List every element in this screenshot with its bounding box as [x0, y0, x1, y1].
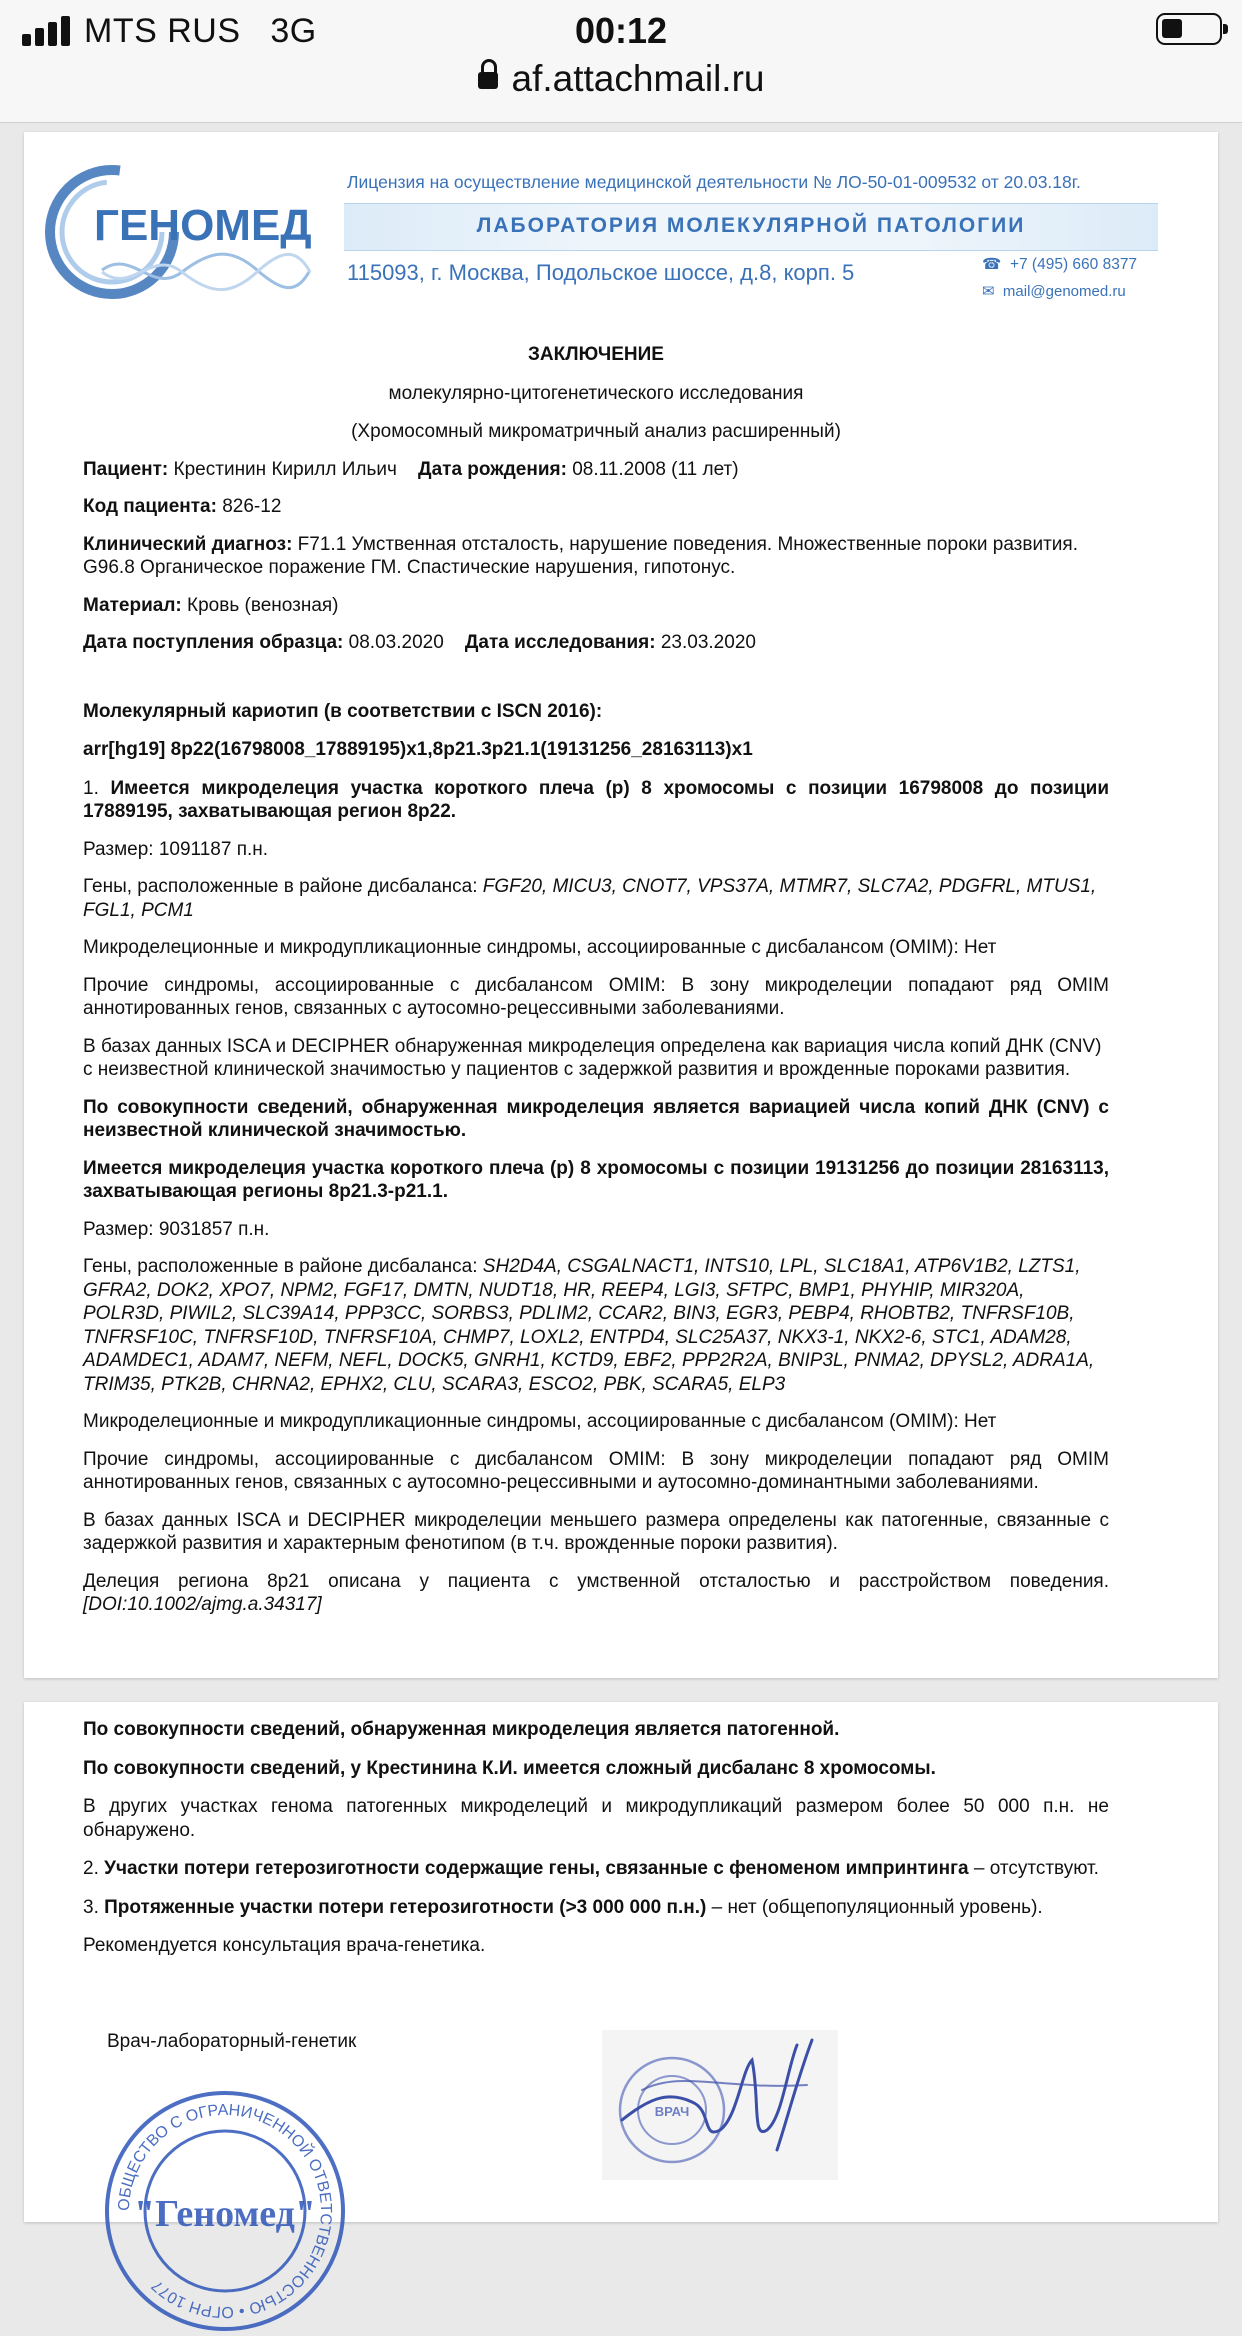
finding-2-gene-list: SH2D4A, CSGALNACT1, INTS10, LPL, SLC18A1, ATP6V1B2, LZTS1, GFRA2, DOK2, XPO7, NPM2, FGF17, DMTN, NUDT18, HR, REEP4, LGI3, SFTPC, BMP1, PHYHIP, MIR320A, POLR3D, PIWIL2, SLC39A14, PPP3CC, SORBS3, PDLIM2, CCAR2, BIN3, EGR3, PEBP4, RHOBTB2, TNFRSF10B, TNFRSF10C, TNFRSF10D, TNFRSF10A, CHMP7, LOXL2, ENTPD4, SLC25A37, NKX3-1, NKX2-6, STC1, ADAM28, ADAMDEC1, ADAM7, NEFM, NEFL, DOCK5, GNRH1, KCTD9, EBF2, PPP2R2A, BNIP3L, PNMA2, DPYSL2, ADRA1A, TRIM35, PTK2B, CHRNA2, EPHX2, CLU, SCARA3, ESCO2, PBK, SCARA5, ELP3: [83, 1256, 1095, 1395]
phone-icon: ☎: [982, 256, 1002, 273]
literature-reference: [DOI:10.1002/ajmg.a.34317]: [83, 1594, 322, 1615]
finding-1-databases: В базах данных ISCA и DECIPHER обнаруженная микроделеция определена как вариация числа копий ДНК (CNV) с неизвестной клинической значимостью у пациентов с задержкой развития и врожденные пороками развития.: [83, 1035, 1102, 1080]
battery-icon: [1156, 13, 1222, 45]
url-text: af.attachmail.ru: [511, 58, 765, 99]
genomed-logo: [42, 160, 312, 300]
literature-text: Делеция региона 8p21 описана у пациента с умственной отсталостью и расстройством поведения.: [83, 1570, 1109, 1592]
point-2-result: – отсутствуют.: [973, 1858, 1099, 1879]
point-3-heading: Протяженные участки потери гетерозиготности (>3 000 000 п.н.): [104, 1896, 707, 1918]
lab-email: [982, 282, 1126, 300]
carrier-name: MTS RUS: [84, 12, 241, 50]
conclusion-complex-imbalance: По совокупности сведений, у Крестинина К.И. имеется сложный дисбаланс 8 хромосомы.: [83, 1757, 936, 1779]
stamp-ring-text: ОБЩЕСТВО С ОГРАНИЧЕННОЙ ОТВЕТСТВЕННОСТЬЮ • ОГРН 1077: [115, 2101, 335, 2321]
patient-code-line: [83, 495, 1109, 519]
genes-label: Гены, расположенные в районе дисбаланса:: [83, 1256, 478, 1277]
conclusion-other-regions: В других участках генома патогенных микроделеций и микродупликаций размером более 50 000 п.н. не обнаружено.: [83, 1796, 1109, 1841]
point-2: [83, 1857, 1109, 1881]
patient-label: Пациент:: [83, 458, 169, 480]
finding-1-number: 1.: [83, 777, 99, 799]
received-value: 08.03.2020: [348, 632, 444, 653]
dob-value: 08.11.2008 (11 лет): [572, 458, 739, 480]
conclusion-pathogenic: По совокупности сведений, обнаруженная микроделеция является патогенной.: [83, 1719, 840, 1740]
karyotype-heading: Молекулярный кариотип (в соответствии с ISCN 2016):: [83, 700, 603, 722]
url-display[interactable]: [0, 58, 1242, 100]
logo-text: ГЕНОМЕД: [94, 201, 312, 250]
patient-line: [83, 458, 1109, 482]
report-subtitle: молекулярно-цитогенетического исследования: [388, 382, 804, 404]
report-body-page-2: [83, 1718, 1109, 1958]
finding-1-gene-list: FGF20, MICU3, CNOT7, VPS37A, MTMR7, SLC7A2, PDGFRL, MTUS1, FGL1, PCM1: [83, 876, 1097, 921]
code-value: 826-12: [222, 496, 282, 517]
point-3-result: – нет (общепопуляционный уровень).: [711, 1896, 1043, 1918]
company-stamp: [100, 2086, 350, 2336]
finding-1-other-syndromes: Прочие синдромы, ассоциированные с дисбалансом OMIM: В зону микроделеции попадают ряд OMIM аннотированных генов, связанных с аутосомно-рецессивными заболеваниями.: [83, 974, 1109, 1019]
lab-phone: [982, 255, 1137, 274]
finding-1-genes: [83, 875, 1109, 922]
code-label: Код пациента:: [83, 496, 217, 517]
report-body-page-1: [83, 343, 1109, 1617]
dob-label: Дата рождения:: [418, 458, 567, 480]
phone-number: +7 (495) 660 8377: [1009, 256, 1138, 273]
license-text: Лицензия на осуществление медицинской деятельности № ЛО-50-01-009532 от 20.03.18г.: [347, 172, 1081, 192]
finding-1-omim: Микроделеционные и микродупликационные синдромы, ассоциированные с дисбалансом (OMIM): Нет: [83, 937, 997, 958]
lab-address: 115093, г. Москва, Подольское шоссе, д.8, корп. 5: [347, 260, 855, 285]
doctor-label: Врач-лабораторный-генетик: [107, 2031, 357, 2052]
finding-2-title: Имеется микроделеция участка короткого плеча (p) 8 хромосомы с позиции 19131256 до позиции 28163113, захватывающая регионы 8p21.3-p21.1.: [83, 1157, 1109, 1202]
stamp-center-text: "Геномед": [134, 2193, 316, 2235]
doctor-signature: [602, 2030, 838, 2180]
finding-2-omim: Микроделеционные и микродупликационные синдромы, ассоциированные с дисбалансом (OMIM): Нет: [83, 1411, 997, 1432]
finding-1-title: [83, 777, 1109, 824]
diagnosis-line: [83, 533, 1109, 580]
finding-2-genes: [83, 1255, 1109, 1396]
point-2-heading: Участки потери гетерозиготности содержащие гены, связанные с феноменом импринтинга: [104, 1858, 969, 1879]
finding-2-literature: [83, 1570, 1109, 1617]
status-bar: [0, 0, 1242, 56]
karyotype: arr[hg19] 8p22(16798008_17889195)x1,8p21.3p21.1(19131256_28163113)x1: [83, 739, 753, 760]
material-label: Материал:: [83, 594, 182, 616]
mail-icon: ✉: [982, 283, 995, 300]
report-method: (Хромосомный микроматричный анализ расширенный): [351, 421, 841, 442]
recommendation: Рекомендуется консультация врача-генетика.: [83, 1935, 486, 1956]
study-date-label: Дата исследования:: [464, 632, 656, 653]
report-title: ЗАКЛЮЧЕНИЕ: [528, 344, 664, 365]
material-value: Кровь (венозная): [187, 594, 339, 616]
study-date-value: 23.03.2020: [660, 632, 756, 653]
material-line: [83, 594, 1109, 618]
lab-name: ЛАБОРАТОРИЯ МОЛЕКУЛЯРНОЙ ПАТОЛОГИИ: [476, 214, 1026, 237]
point-2-number: 2.: [83, 1858, 99, 1879]
finding-1-text: Имеется микроделеция участка короткого плеча (p) 8 хромосомы с позиции 16798008 до позиции 17889195, захватывающая регион 8p22.: [83, 777, 1109, 822]
point-3-number: 3.: [83, 1896, 99, 1918]
finding-1-size: Размер: 1091187 п.н.: [83, 838, 269, 860]
patient-name: Крестинин Кирилл Ильич: [173, 458, 397, 480]
clock: 00:12: [574, 10, 668, 51]
email-address: mail@genomed.ru: [1002, 283, 1126, 300]
point-3: [83, 1896, 1109, 1920]
diagnosis-label: Клинический диагноз:: [83, 533, 293, 555]
diagnosis-value: F71.1 Умственная отсталость, нарушение поведения. Множественные пороки развития. G96.8 Органическое поражение ГМ. Спастические нарушения, гипотонус.: [83, 533, 1078, 578]
finding-2-size: Размер: 9031857 п.н.: [83, 1218, 270, 1240]
network-type: 3G: [270, 12, 317, 50]
signature-stamp-text: ВРАЧ: [654, 2104, 690, 2119]
finding-2-other-syndromes: Прочие синдромы, ассоциированные с дисбалансом OMIM: В зону микроделеции попадают ряд OMIM аннотированных генов, связанных с аутосомно-рецессивными и аутосомно-доминантными заболеваниями.: [83, 1448, 1109, 1493]
finding-1-conclusion: По совокупности сведений, обнаруженная микроделеция является вариацией числа копий ДНК (CNV) с неизвестной клинической значимостью.: [83, 1096, 1109, 1141]
lock-icon: [478, 72, 498, 89]
dates-line: [83, 631, 1109, 655]
received-label: Дата поступления образца:: [83, 632, 344, 653]
finding-2-databases: В базах данных ISCA и DECIPHER микроделеции меньшего размера определены как патогенные, связанные с задержкой развития и характерным фенотипом (в т.ч. врожденные пороки развития).: [83, 1509, 1109, 1554]
address-bar[interactable]: [0, 56, 1242, 123]
genes-label: Гены, расположенные в районе дисбаланса:: [83, 876, 478, 897]
